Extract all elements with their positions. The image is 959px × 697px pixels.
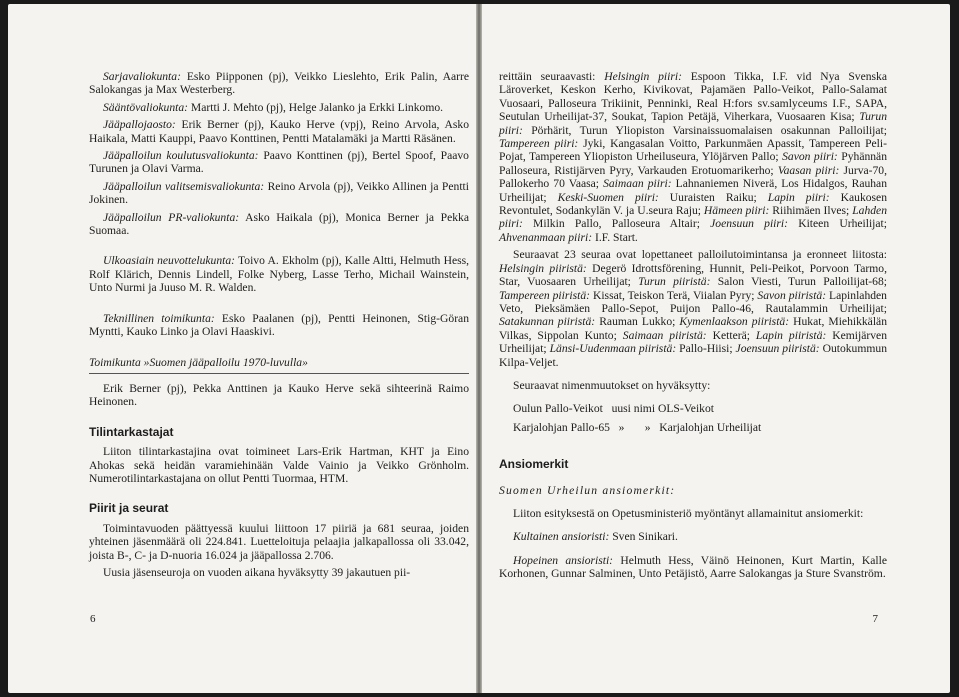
page-number: 6 (90, 613, 96, 625)
committee-members: Esko Paalanen (pj), Pentti Heinonen, Stig-Göran Myntti, Kauko Linko ja Olavi Haaskivi. (89, 311, 470, 339)
awards-title (499, 484, 887, 497)
committee-label: Jääpallojaosto: (103, 118, 176, 132)
committee-members: Asko Haikala (pj), Monica Berner ja Pekka Suomaa. (89, 210, 469, 238)
old-club-name: Karjalohjan Pallo-65 (513, 420, 610, 434)
name-change-row (499, 402, 887, 415)
committee-members: Paavo Konttinen (pj), Bertel Spoof, Paavo Turunen ja Olavi Varma. (89, 149, 469, 176)
ditto-marks: » » (618, 420, 651, 434)
committee-members: Martti J. Mehto (pj), Helge Jalanko ja Erkki Linkomo. (188, 100, 444, 114)
committee-title-text: Toimikunta »Suomen jääpalloilu 1970-luvulla» (89, 355, 308, 369)
new-club-name: uusi nimi OLS-Veikot (611, 402, 714, 416)
awards-title-text: Suomen Urheilun ansiomerkit: (499, 483, 676, 497)
award-recipients: Helmuth Hess, Väinö Heinonen, Kurt Martin, Kalle Korhonen, Gunnar Salminen, Unto Petäjistö, Aarre Salokangas ja Sture Svanström. (499, 553, 887, 581)
committee-label: Sarjavaliokunta: (103, 70, 181, 83)
section-heading-awards: Ansiomerkit (499, 457, 569, 472)
changes-intro: Seuraavat nimenmuutokset on hyväksytty: (513, 378, 711, 392)
divider (89, 373, 469, 374)
committee-title (89, 356, 469, 369)
section-heading-auditors: Tilintarkastajat (89, 424, 174, 439)
committee-members: Reino Arvola (pj), Veikko Allinen ja Pentti Jokinen. (89, 179, 469, 207)
paragraph (89, 312, 469, 339)
paragraph (89, 118, 469, 145)
paragraph (89, 101, 469, 114)
new-club-name: Karjalohjan Urheilijat (659, 420, 762, 434)
committee-members: Toivo A. Ekholm (pj), Kalle Altti, Helmuth Hess, Rolf Klärich, Dennis Lindell, Folke Nyberg, Lasse Terho, Michail Wainstein, Unto Nurmi ja Juuso M. R. Walden. (89, 254, 470, 295)
right-text-column (499, 70, 887, 585)
left-page (8, 4, 476, 693)
committee-label: Ulkoasiain neuvottelukunta: (103, 254, 236, 268)
award-label: Hopeinen ansioristi: (513, 553, 614, 567)
paragraph (89, 211, 469, 238)
right-page (482, 4, 950, 693)
committee-members: Erik Berner (pj), Kauko Herve (vpj), Reino Arvola, Asko Haikala, Matti Kauppi, Paavo Konttinen, Pentti Matalamäki ja Martti Räsänen. (89, 118, 469, 145)
paragraph: Liiton esityksestä on Opetusministeriö myöntänyt allamainitut ansiomerkit: (513, 506, 864, 520)
paragraph: reittäin seuraavasti: Helsingin piiri: Espoon Tikka, I.F. vid Nya Svenska Läroverket, Keskon Kerho, Kivikovat, Pajamäen Pallo-Veikot, Pallo-Salamat Vuosaari, Palloseura Trikiinit, Penninki, Real H:fors sv.samlyceums I.F., SAPA, Seutulan Urheilijat-37, Soukat, Tapion Petäjä, Viherkara, Vuosaaren Kisa; Turun piiri: Pörhärit, Turun Yliopiston Varsinaissuomalaisen osakunnan Palloilijat; Tampereen piiri: Jyki, Kangasalan Voitto, Parkunmäen Apassit, Tampereen Peli-Pojat, Tampereen Yliopiston Urheiluseura, Ylöjärven Pallo; Savon piiri: Pyhännän Palloseura, Ristijärven Pyry, Varkauden Erotuomarikerho; Vaasan piiri: Jurva-70, Pallokerho 70 Vaasa; Saimaan piiri: Lahnaniemen Niverä, Los Hidalgos, Rauhan Urheilijat; Keski-Suomen piiri: Uuraisten Raiku; Lapin piiri: Kaukosen Revontulet, Sodankylän V. ja U.seura Raju; Hämeen piiri: Riihimäen Ilves; Lahden piiri: Milkin Pallo, Palloseura Altair; Joensuun piiri: Kiteen Urheilijat; Ahvenanmaan piiri: I.F. Start. (499, 70, 887, 244)
paragraph (89, 180, 469, 207)
paragraph: Erik Berner (pj), Pekka Anttinen ja Kauko Herve sekä sihteerinä Raimo Heinonen. (89, 381, 469, 409)
paragraph: Seuraavat 23 seuraa ovat lopettaneet palloilutoimintansa ja eronneet liitosta: Helsingin piiristä: Degerö Idrottsförening, Hunnit, Peli-Peikot, Porvoon Tarmo, Star, Vuosaaren Urheilijat; Turun piiristä: Salon Viesti, Turun Palloilijat-68; Tampereen piiristä: Kissat, Teiskon Terä, Viialan Pyry; Savon piiristä: Lapinlahden Veto, Pieksämäen Pallo-Sepot, Puijon Pallo-46, Rautalammin Urheilijat; Satakunnan piiristä: Rauman Lukko; Kymenlaakson piiristä: Hukat, Miehikkälän Vilkas, Sippolan Kunto; Saimaan piiristä: Ketterä; Lapin piiristä: Kemijärven Urheilijat; Länsi-Uudenmaan piiristä: Pallo-Hiisi; Joensuun piiristä: Outokummun Kilpa-Veljet. (499, 248, 887, 369)
committee-members: Esko Piipponen (pj), Veikko Lieslehto, Erik Palin, Aarre Salokangas ja Max Westerberg. (89, 70, 469, 97)
committee-label: Teknillinen toimikunta: (103, 311, 215, 325)
committee-label: Jääpalloilun PR-valiokunta: (103, 210, 240, 224)
paragraph (499, 554, 887, 581)
paragraph: Uusia jäsenseuroja on vuoden aikana hyväksytty 39 jakautuen pii- (103, 565, 411, 579)
award-recipients: Sven Sinikari. (609, 530, 678, 544)
old-club-name: Oulun Pallo-Veikot (513, 402, 603, 416)
paragraph (499, 530, 887, 543)
committee-label: Jääpalloilun koulutusvaliokunta: (103, 149, 259, 163)
paragraph (89, 70, 469, 97)
paragraph: Toimintavuoden päättyessä kuului liittoon 17 piiriä ja 681 seuraa, joiden yhteinen jäsenmäärä oli 224.841. Luetteloituja pelaajia jalkapallossa oli 33.042, joista B-, C- ja D-nuoria 16.024 ja jääpallossa 2.706. (89, 521, 469, 562)
name-change-row (499, 421, 887, 434)
paragraph (89, 149, 469, 176)
section-heading-districts: Piirit ja seurat (89, 501, 169, 516)
page-number: 7 (872, 613, 878, 625)
paragraph: Liiton tilintarkastajina ovat toimineet Lars-Erik Hartman, KHT ja Eino Ahokas sekä heidän varamiehinään Valde Vainio ja Veikko Grönholm. Numerotilintarkastajana on ollut Pentti Tuormaa, HTM. (89, 445, 469, 485)
paragraph (89, 254, 469, 294)
left-text-column (89, 70, 469, 583)
award-label: Kultainen ansioristi: (513, 530, 610, 544)
committee-label: Sääntövaliokunta: (103, 100, 189, 114)
committee-label: Jääpalloilun valitsemisvaliokunta: (103, 179, 265, 193)
